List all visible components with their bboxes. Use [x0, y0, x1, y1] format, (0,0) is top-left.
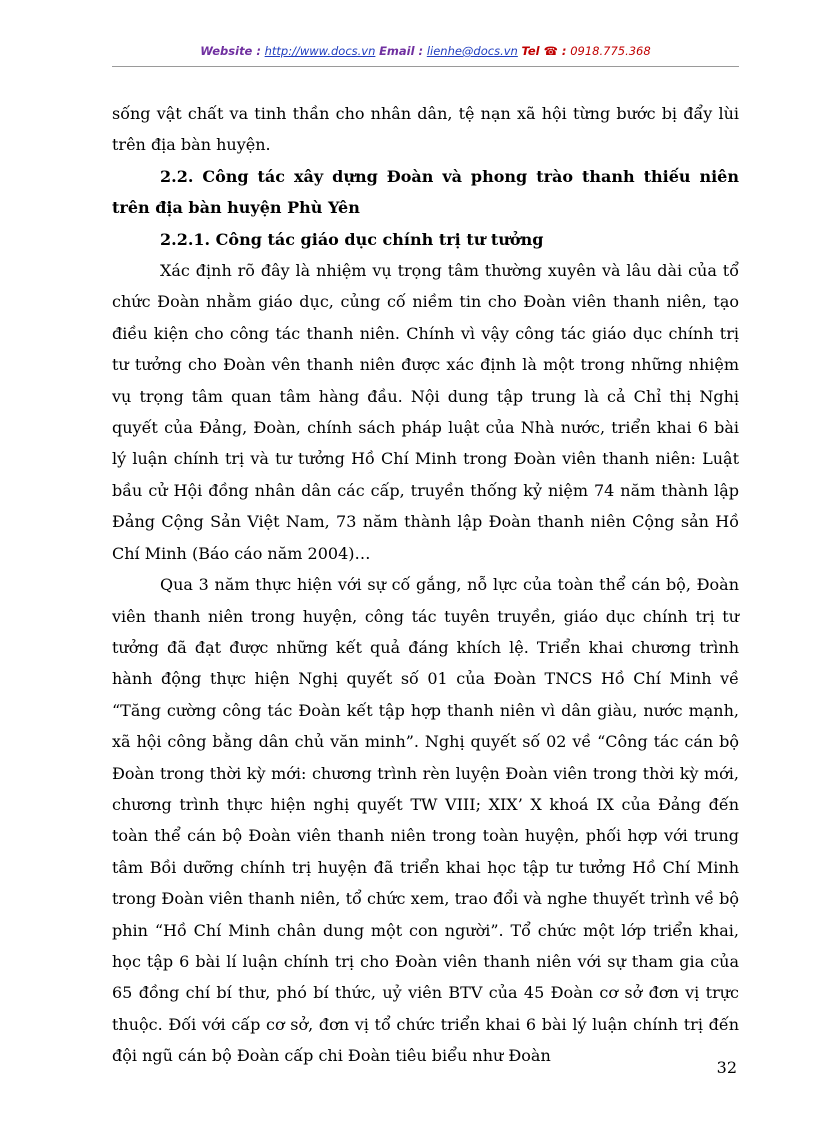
document-body [112, 98, 739, 1072]
tel-label: Tel ☎ : [521, 44, 567, 58]
paragraph: Xác định rõ đây là nhiệm vụ trọng tâm thường xuyên và lâu dài của tổ chức Đoàn nhằm giáo dục, củng cố niềm tin cho Đoàn viên thanh niên, tạo điều kiện cho công tác thanh niên. Chính vì vậy công tác giáo dục chính trị tư tưởng cho Đoàn vên thanh niên được xác định là một trong những nhiệm vụ trọng tâm quan tâm hàng đầu. Nội dung tập trung là cả Chỉ thị Nghị quyết của Đảng, Đoàn, chính sách pháp luật của Nhà nước, triển khai 6 bài lý luận chính trị và tư tưởng Hồ Chí Minh trong Đoàn viên thanh niên: Luật bầu cử Hội đồng nhân dân các cấp, truyền thống kỷ niệm 74 năm thành lập Đảng Cộng Sản Việt Nam, 73 năm thành lập Đoàn thanh niên Cộng sản Hồ Chí Minh (Báo cáo năm 2004)… [112, 261, 739, 563]
paragraph-continuation: sống vật chất va tinh thần cho nhân dân, tệ nạn xã hội từng bước bị đẩy lùi trên địa bàn huyện. [112, 104, 739, 155]
section-heading: 2.2. Công tác xây dựng Đoàn và phong trào thanh thiếu niên trên địa bàn huyện Phù Yên [112, 166, 739, 218]
header-divider [112, 66, 739, 67]
email-link[interactable]: lienhe@docs.vn [426, 44, 518, 58]
page-number: 32 [716, 1058, 737, 1077]
subsection-heading: 2.2.1. Công tác giáo dục chính trị tư tưởng [160, 229, 544, 249]
page-header [112, 44, 739, 58]
paragraph: Qua 3 năm thực hiện với sự cố gắng, nỗ lực của toàn thể cán bộ, Đoàn viên thanh niên trong huyện, công tác tuyên truyền, giáo dục chính trị tư tưởng đã đạt được những kết quả đáng khích lệ. Triển khai chương trình hành động thực hiện Nghị quyết số 01 của Đoàn TNCS Hồ Chí Minh về “Tăng cường công tác Đoàn kết tập hợp thanh niên vì dân giàu, nước mạnh, xã hội công bằng dân chủ văn minh”. Nghị quyết số 02 về “Công tác cán bộ Đoàn trong thời kỳ mới: chương trình rèn luyện Đoàn viên trong thời kỳ mới, chương trình thực hiện nghị quyết TW VIII; XIX’ X khoá IX của Đảng đến toàn thể cán bộ Đoàn viên thanh niên trong toàn huyện, phối hợp với trung tâm Bồi dưỡng chính trị huyện đã triển khai học tập tư tưởng Hồ Chí Minh trong Đoàn viên thanh niên, tổ chức xem, trao đổi và nghe thuyết trình về bộ phin “Hồ Chí Minh chân dung một con người”. Tổ chức một lớp triển khai, học tập 6 bài lí luận chính trị cho Đoàn viên thanh niên với sự tham gia của 65 đồng chí bí thư, phó bí thức, uỷ viên BTV của 45 Đoàn cơ sở đơn vị trực thuộc. Đối với cấp cơ sở, đơn vị tổ chức triển khai 6 bài lý luận chính trị đến đội ngũ cán bộ Đoàn cấp chi Đoàn tiêu biểu như Đoàn [112, 575, 739, 1066]
website-link[interactable]: http://www.docs.vn [264, 44, 376, 58]
website-label: Website : [200, 44, 261, 58]
tel-number: 0918.775.368 [570, 44, 651, 58]
email-label: Email : [379, 44, 424, 58]
